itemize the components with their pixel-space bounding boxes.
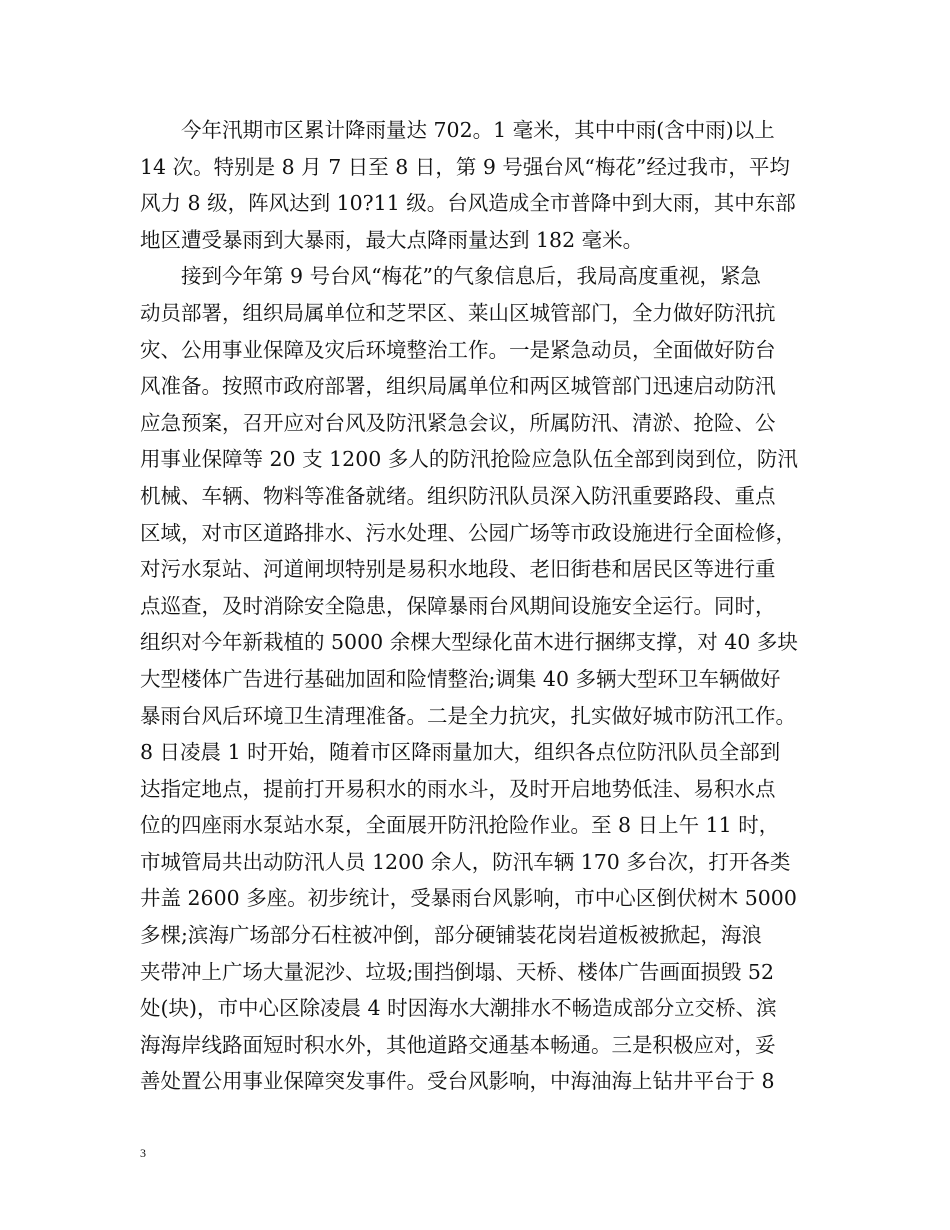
text-line: 点巡查，及时消除安全隐患，保障暴雨台风期间设施安全运行。同时， <box>140 593 776 618</box>
text-line: 风准备。按照市政府部署，组织局属单位和两区城管部门迅速启动防汛 <box>140 374 776 399</box>
text-line: 位的四座雨水泵站水泵，全面展开防汛抢险作业。至 8 日上午 11 时， <box>140 813 780 838</box>
text-line: 井盖 2600 多座。初步统计，受暴雨台风影响，市中心区倒伏树木 5000 <box>140 886 797 911</box>
text-line: 暴雨台风后环境卫生清理准备。二是全力抗灾，扎实做好城市防汛工作。 <box>140 703 796 728</box>
text-line: 处(块)，市中心区除凌晨 4 时因海水大潮排水不畅造成部分立交桥、滨 <box>140 996 777 1021</box>
text-line: 多棵;滨海广场部分石柱被冲倒，部分硬铺装花岗岩道板被掀起，海浪 <box>140 923 762 948</box>
text-line: 8 日凌晨 1 时开始，随着市区降雨量加大，组织各点位防汛队员全部到 <box>140 740 781 765</box>
text-line: 大型楼体广告进行基础加固和险情整治;调集 40 多辆大型环卫车辆做好 <box>140 666 781 691</box>
text-line: 风力 8 级，阵风达到 10?11 级。台风造成全市普降中到大雨，其中东部 <box>140 191 796 216</box>
text-line: 组织对今年新栽植的 5000 余棵大型绿化苗木进行捆绑支撑，对 40 多块 <box>140 630 798 655</box>
text-line: 海海岸线路面短时积水外，其他道路交通基本畅通。三是积极应对，妥 <box>140 1032 776 1057</box>
text-line: 市城管局共出动防汛人员 1200 余人，防汛车辆 170 多台次，打开各类 <box>140 849 791 874</box>
text-line: 今年汛期市区累计降雨量达 702。1 毫米，其中中雨(含中雨)以上 <box>140 118 775 142</box>
text-line: 接到今年第 9 号台风“梅花”的气象信息后，我局高度重视，紧急 <box>140 264 762 289</box>
text-line: 达指定地点，提前打开易积水的雨水斗，及时开启地势低洼、易积水点 <box>140 776 776 801</box>
text-line: 机械、车辆、物料等准备就绪。组织防汛队员深入防汛重要路段、重点 <box>140 483 776 508</box>
body-text <box>140 112 840 1100</box>
text-line: 夹带冲上广场大量泥沙、垃圾;围挡倒塌、天桥、楼体广告画面损毁 52 <box>140 959 775 984</box>
text-line: 地区遭受暴雨到大暴雨，最大点降雨量达到 182 毫米。 <box>140 227 644 252</box>
text-line: 动员部署，组织局属单位和芝罘区、莱山区城管部门，全力做好防汛抗 <box>140 300 776 325</box>
page-number: 3 <box>140 1146 146 1160</box>
text-line: 14 次。特别是 8 月 7 日至 8 日，第 9 号强台风“梅花”经过我市，平均 <box>140 154 790 179</box>
text-line: 应急预案，召开应对台风及防汛紧急会议，所属防汛、清淤、抢险、公 <box>140 410 776 435</box>
text-line: 用事业保障等 20 支 1200 多人的防汛抢险应急队伍全部到岗到位，防汛 <box>140 447 798 472</box>
text-line: 区域，对市区道路排水、污水处理、公园广场等市政设施进行全面检修， <box>140 520 796 545</box>
text-line: 善处置公用事业保障突发事件。受台风影响，中海油海上钻井平台于 8 <box>140 1069 775 1094</box>
text-line: 灾、公用事业保障及灾后环境整治工作。一是紧急动员，全面做好防台 <box>140 337 776 362</box>
text-line: 对污水泵站、河道闸坝特别是易积水地段、老旧街巷和居民区等进行重 <box>140 557 776 582</box>
